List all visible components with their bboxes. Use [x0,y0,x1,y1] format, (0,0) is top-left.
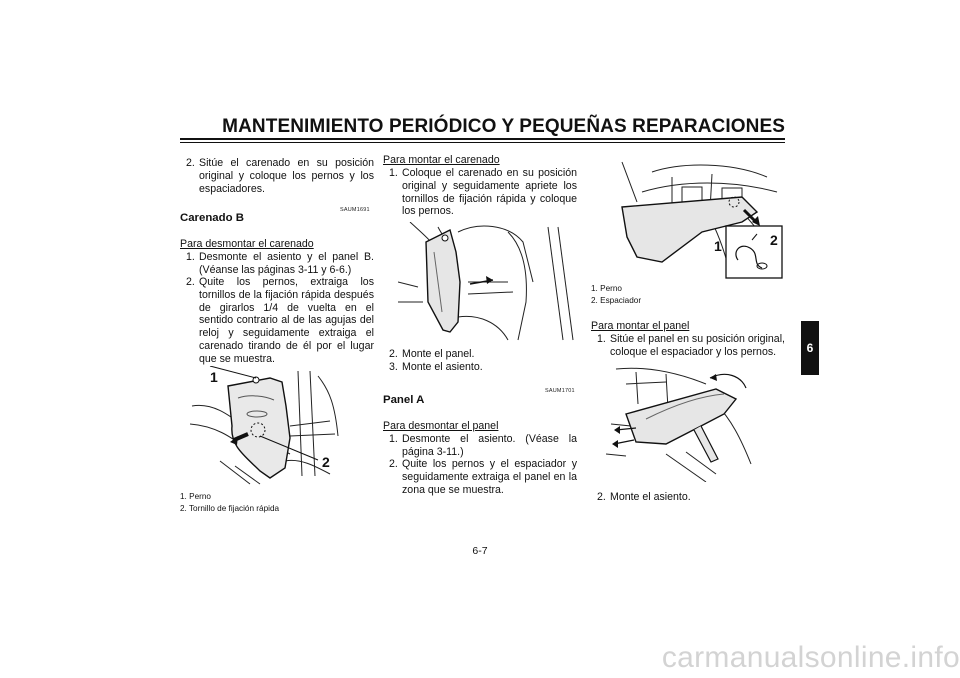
step-text: Monte el asiento. [402,361,483,373]
section-code: SAUM1691 [340,207,370,213]
caption-1: 1. Perno [180,492,211,501]
step-text: Quite los pernos, extraiga los tornillos de la fijación rápida después de girarlos 1/4 de vuelta en el sentido contrario al de las agujas del reloj y seguidamente extraiga el carenado tirando de él por el lugar que se muestra. [199,276,374,365]
step-text: Desmonte el asiento y el panel B. (Véanse las páginas 3-11 y 6-6.) [199,251,374,276]
figure-carenado-b [190,366,342,486]
step-text: Sitúe el carenado en su posición original y coloque los pernos y los espaciadores. [199,157,374,195]
figure-label-2: 2 [322,454,330,470]
col2-step-2 [389,348,577,361]
step-number: 1. [597,333,606,345]
page-number: 6-7 [472,545,488,557]
col1-step-1 [186,251,374,277]
subheading-montar-panel: Para montar el panel [591,320,690,332]
col2-step-3 [389,361,577,374]
watermark[interactable]: carmanualsonline.info [661,641,960,674]
figure-montar-panel [606,364,756,482]
figure-montar-carenado [398,222,578,342]
figure-panel-a [592,152,786,280]
caption-1: 1. Perno [591,284,622,293]
step-number: 2. [389,458,398,470]
step-number: 3. [389,361,398,373]
col1-step-2 [186,157,374,195]
col1-step-2b [186,276,374,366]
caption-2: 2. Tornillo de fijación rápida [180,504,280,513]
step-text: Monte el panel. [402,348,475,360]
step-text: Monte el asiento. [610,491,691,503]
figure-label-1: 1 [714,238,722,254]
subheading-desmontar-carenado: Para desmontar el carenado [180,238,314,250]
subheading-montar-carenado: Para montar el carenado [383,154,500,166]
step-text: Sitúe el panel en su posición original, coloque el espaciador y los pernos. [610,333,785,358]
caption-2: 2. Espaciador [591,296,642,305]
title-rule-thin [180,142,785,143]
section-heading-panel-a: Panel A [383,394,425,406]
page-title: MANTENIMIENTO PERIÓDICO Y PEQUEÑAS REPARACIONES [222,116,785,137]
title-rule [180,138,785,140]
step-number: 2. [186,276,195,288]
figure-label-1: 1 [210,369,218,385]
section-heading-carenado-b: Carenado B [180,212,244,224]
col2-steps2-1 [389,433,577,459]
step-number: 1. [186,251,195,263]
step-number: 1. [389,167,398,179]
step-text: Desmonte el asiento. (Véase la página 3-11.) [402,433,577,458]
col2-steps2-2 [389,458,577,496]
subheading-desmontar-panel: Para desmontar el panel [383,420,499,432]
col3-step-2 [597,491,785,504]
col2-step-1 [389,167,577,218]
step-text: Quite los pernos y el espaciador y seguidamente extraiga el panel en la zona que se muestra. [402,458,577,496]
col3-step-1 [597,333,785,359]
chapter-tab[interactable]: 6 [801,321,819,375]
step-number: 2. [186,157,195,169]
section-code: SAUM1701 [545,388,575,394]
figure-label-2: 2 [770,232,778,248]
step-text: Coloque el carenado en su posición original y seguidamente apriete los tornillos de fijación rápida y coloque los pernos. [402,167,577,218]
step-number: 2. [597,491,606,503]
step-number: 1. [389,433,398,445]
step-number: 2. [389,348,398,360]
